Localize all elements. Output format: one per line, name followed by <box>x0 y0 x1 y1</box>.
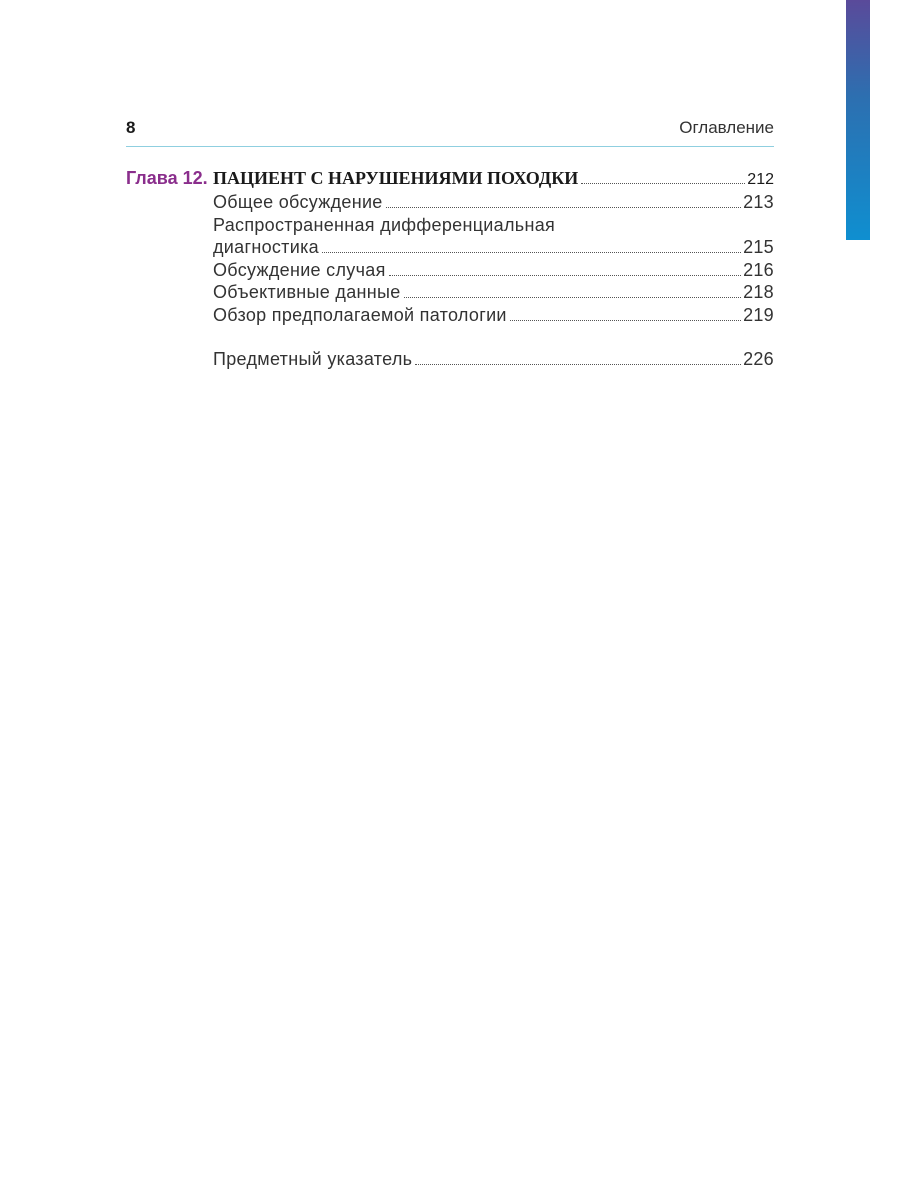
toc-entry-page: 216 <box>743 259 774 280</box>
toc-entry-title-line1[interactable]: Распространенная дифференциальная <box>213 214 556 235</box>
index-entry-page: 226 <box>743 349 774 369</box>
dot-leader <box>404 296 742 298</box>
dot-leader <box>415 363 741 365</box>
toc-entry[interactable] <box>213 192 774 215</box>
page-number: 8 <box>126 118 136 137</box>
toc-entry-title: Обзор предполагаемой патологии <box>213 304 507 325</box>
toc-entry-page: 219 <box>743 304 774 325</box>
toc-entry-page: 215 <box>743 237 774 257</box>
chapter-page: 212 <box>747 171 774 188</box>
index-entry[interactable] <box>213 349 774 372</box>
toc-entries <box>213 192 774 372</box>
page-header <box>126 116 774 147</box>
index-entry-title: Предметный указатель <box>213 349 413 369</box>
dot-leader <box>389 274 741 276</box>
toc-entry-title: Общее обсуждение <box>213 192 383 212</box>
table-of-contents <box>126 168 774 372</box>
toc-entry-title: Обсуждение случая <box>213 259 386 280</box>
toc-entry-title: диагностика <box>213 237 319 257</box>
chapter-edge-tab <box>846 0 870 240</box>
chapter-title: ПАЦИЕНТ С НАРУШЕНИЯМИ ПОХОДКИ <box>213 168 579 188</box>
dot-leader <box>581 182 745 184</box>
dot-leader <box>322 251 741 253</box>
toc-entry-title: Объективные данные <box>213 282 401 302</box>
chapter-row[interactable] <box>126 168 774 192</box>
toc-entry[interactable] <box>213 282 774 305</box>
toc-entry[interactable] <box>213 305 774 328</box>
toc-entry-page: 213 <box>743 192 774 212</box>
dot-leader <box>386 206 741 208</box>
toc-entry-page: 218 <box>743 282 774 302</box>
toc-entry[interactable] <box>213 237 774 260</box>
running-head: Оглавление <box>679 118 774 137</box>
toc-entry[interactable] <box>213 260 774 283</box>
chapter-label: Глава 12. <box>126 168 208 188</box>
dot-leader <box>510 319 741 321</box>
